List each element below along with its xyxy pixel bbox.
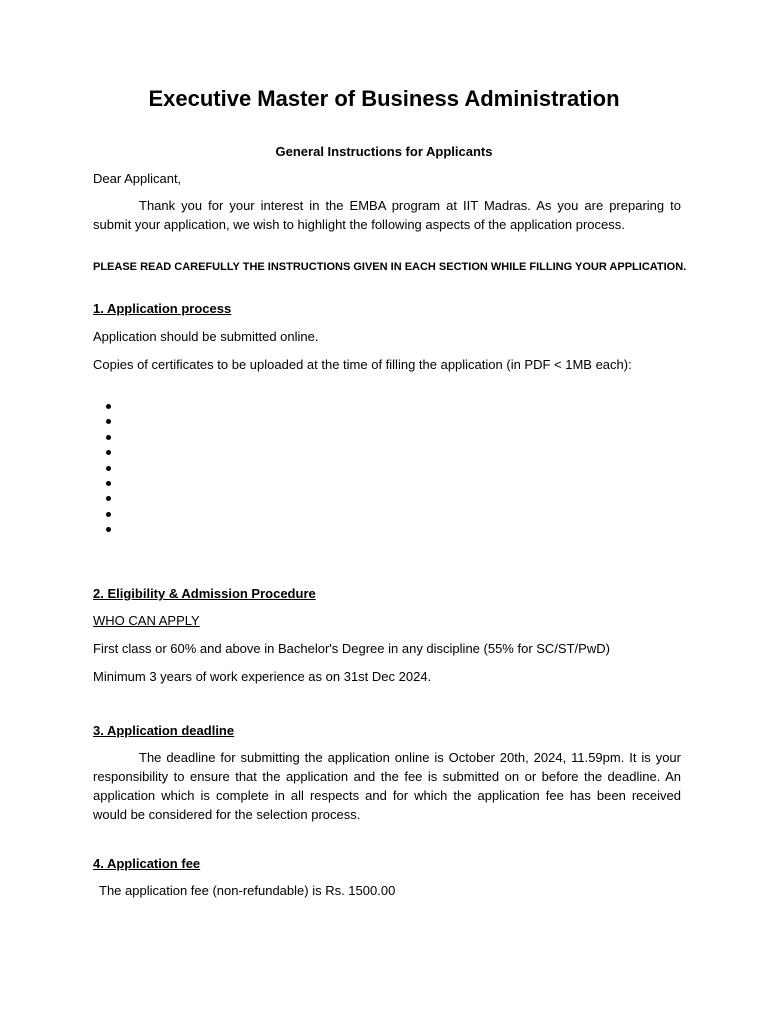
greeting: Dear Applicant, xyxy=(93,171,182,186)
section-heading-eligibility: 2. Eligibility & Admission Procedure xyxy=(93,586,316,601)
document-subtitle: General Instructions for Applicants xyxy=(275,144,493,159)
intro-paragraph: Thank you for your interest in the EMBA program at IIT Madras. As you are preparing to submit your application, we wish to highlight the following aspects of the application process. xyxy=(93,198,681,232)
deadline-paragraph: The deadline for submitting the application online is October 20th, 2024, 11.59pm. It is your responsibility to ensure that the application and the fee is submitted on or before the deadline. An application which is complete in all respects and for which the application fee has been received would be considered for the selection process. xyxy=(93,750,681,822)
application-process-line-2: Copies of certificates to be uploaded at the time of filling the application (in PDF < 1MB each): xyxy=(93,357,632,372)
eligibility-line-2: Minimum 3 years of work experience as on 31st Dec 2024. xyxy=(93,669,432,684)
eligibility-line-1: First class or 60% and above in Bachelor's Degree in any discipline (55% for SC/ST/PwD) xyxy=(93,641,610,656)
who-can-apply-subheading: WHO CAN APPLY xyxy=(93,613,200,628)
section-heading-fee: 4. Application fee xyxy=(93,856,201,871)
section-heading-deadline: 3. Application deadline xyxy=(93,723,235,738)
fee-text: The application fee (non-refundable) is Rs. 1500.00 xyxy=(99,883,396,898)
application-process-line-1: Application should be submitted online. xyxy=(93,329,319,344)
document-title: Executive Master of Business Administration xyxy=(148,86,620,111)
notice-text: PLEASE READ CAREFULLY THE INSTRUCTIONS GIVEN IN EACH SECTION WHILE FILLING YOUR APPLICATION. xyxy=(93,261,687,273)
section-heading-application-process: 1. Application process xyxy=(93,301,232,316)
